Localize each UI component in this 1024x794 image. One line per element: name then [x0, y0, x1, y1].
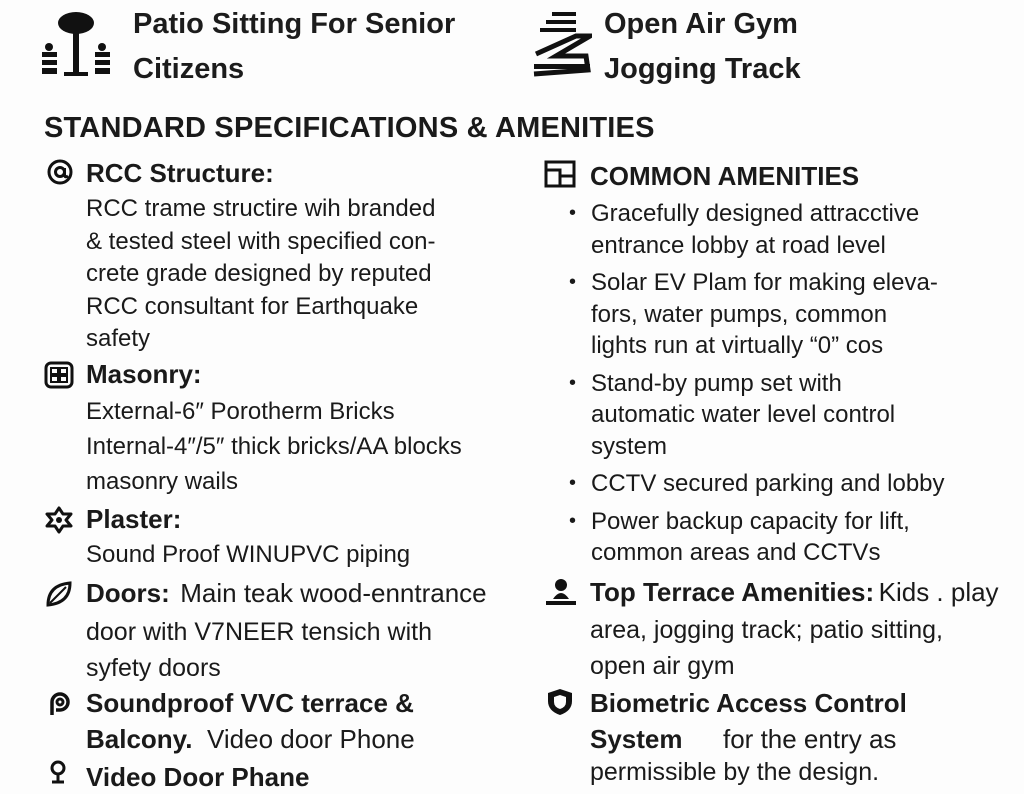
soundproof-inline: Video door Phone — [207, 724, 415, 754]
biometric-title: Biometric Access Control System — [590, 688, 907, 754]
plaster-title: Plaster: — [86, 504, 182, 534]
terrace-body: area, jogging track; patio sitting, open air gym — [590, 616, 943, 680]
patio-title: Patio Sitting For Senior Citizens — [133, 8, 456, 85]
doors-inline: Main teak wood-enntrance — [180, 578, 487, 608]
shield-icon — [546, 687, 574, 717]
list-item: • CCTV secured parking and lobby — [569, 470, 945, 497]
biometric-inline: for the entry as — [723, 724, 897, 754]
patio-seating-icon — [38, 12, 114, 78]
doors-title: Doors: — [86, 578, 170, 608]
terrace-inline: Kids . play — [878, 577, 999, 607]
gym-title: Open Air Gym Jogging Track — [604, 8, 801, 85]
sound-swirl-icon — [44, 688, 74, 718]
rcc-title: RCC Structure: — [86, 158, 274, 188]
common-list — [555, 198, 1024, 575]
plaster-shape-icon — [44, 505, 74, 535]
masonry-body: External-6″ Porotherm Bricks Internal-4″/5″ thick bricks/AA blocks masonry wails — [86, 398, 462, 495]
person-bench-icon — [544, 577, 578, 607]
doors-body: door with V7NEER tensich with syfety doors — [86, 618, 432, 682]
leaf-icon — [44, 579, 74, 609]
rcc-body: RCC trame structire wih branded & tested steel with specified con- crete grade designed by reputed RCC consultant for Earthquake safety — [86, 195, 436, 352]
building-icon — [544, 160, 576, 188]
biometric-body: permissible by the design. — [590, 758, 880, 786]
masonry-title: Masonry: — [86, 359, 202, 389]
doors-line — [86, 576, 487, 615]
video-phone-icon — [46, 760, 70, 785]
list-item: • Power backup capacity for lift, common areas and CCTVs — [569, 507, 910, 566]
common-title: COMMON AMENITIES — [590, 161, 860, 191]
terrace-title: Top Terrace Amenities: — [590, 577, 875, 607]
video-title: Video Door Phane — [86, 762, 310, 792]
brick-grid-icon — [44, 361, 74, 389]
at-structure-icon — [46, 158, 74, 186]
soundproof-title: Soundproof VVC terrace & Balcony. — [86, 688, 414, 754]
terrace-line — [590, 575, 999, 614]
running-track-icon — [532, 10, 592, 80]
list-item: • Solar EV Plam for making eleva- fors, water pumps, common lights run at virtually “0” cos — [569, 269, 938, 359]
plaster-body: Sound Proof WINUPVC piping — [86, 541, 411, 568]
list-item: • Gracefully designed attracctive entrance lobby at road level — [569, 200, 920, 259]
section-heading: STANDARD SPECIFICATIONS & AMENITIES — [44, 112, 655, 144]
list-item: • Stand-by pump set with automatic water level control system — [569, 369, 896, 460]
